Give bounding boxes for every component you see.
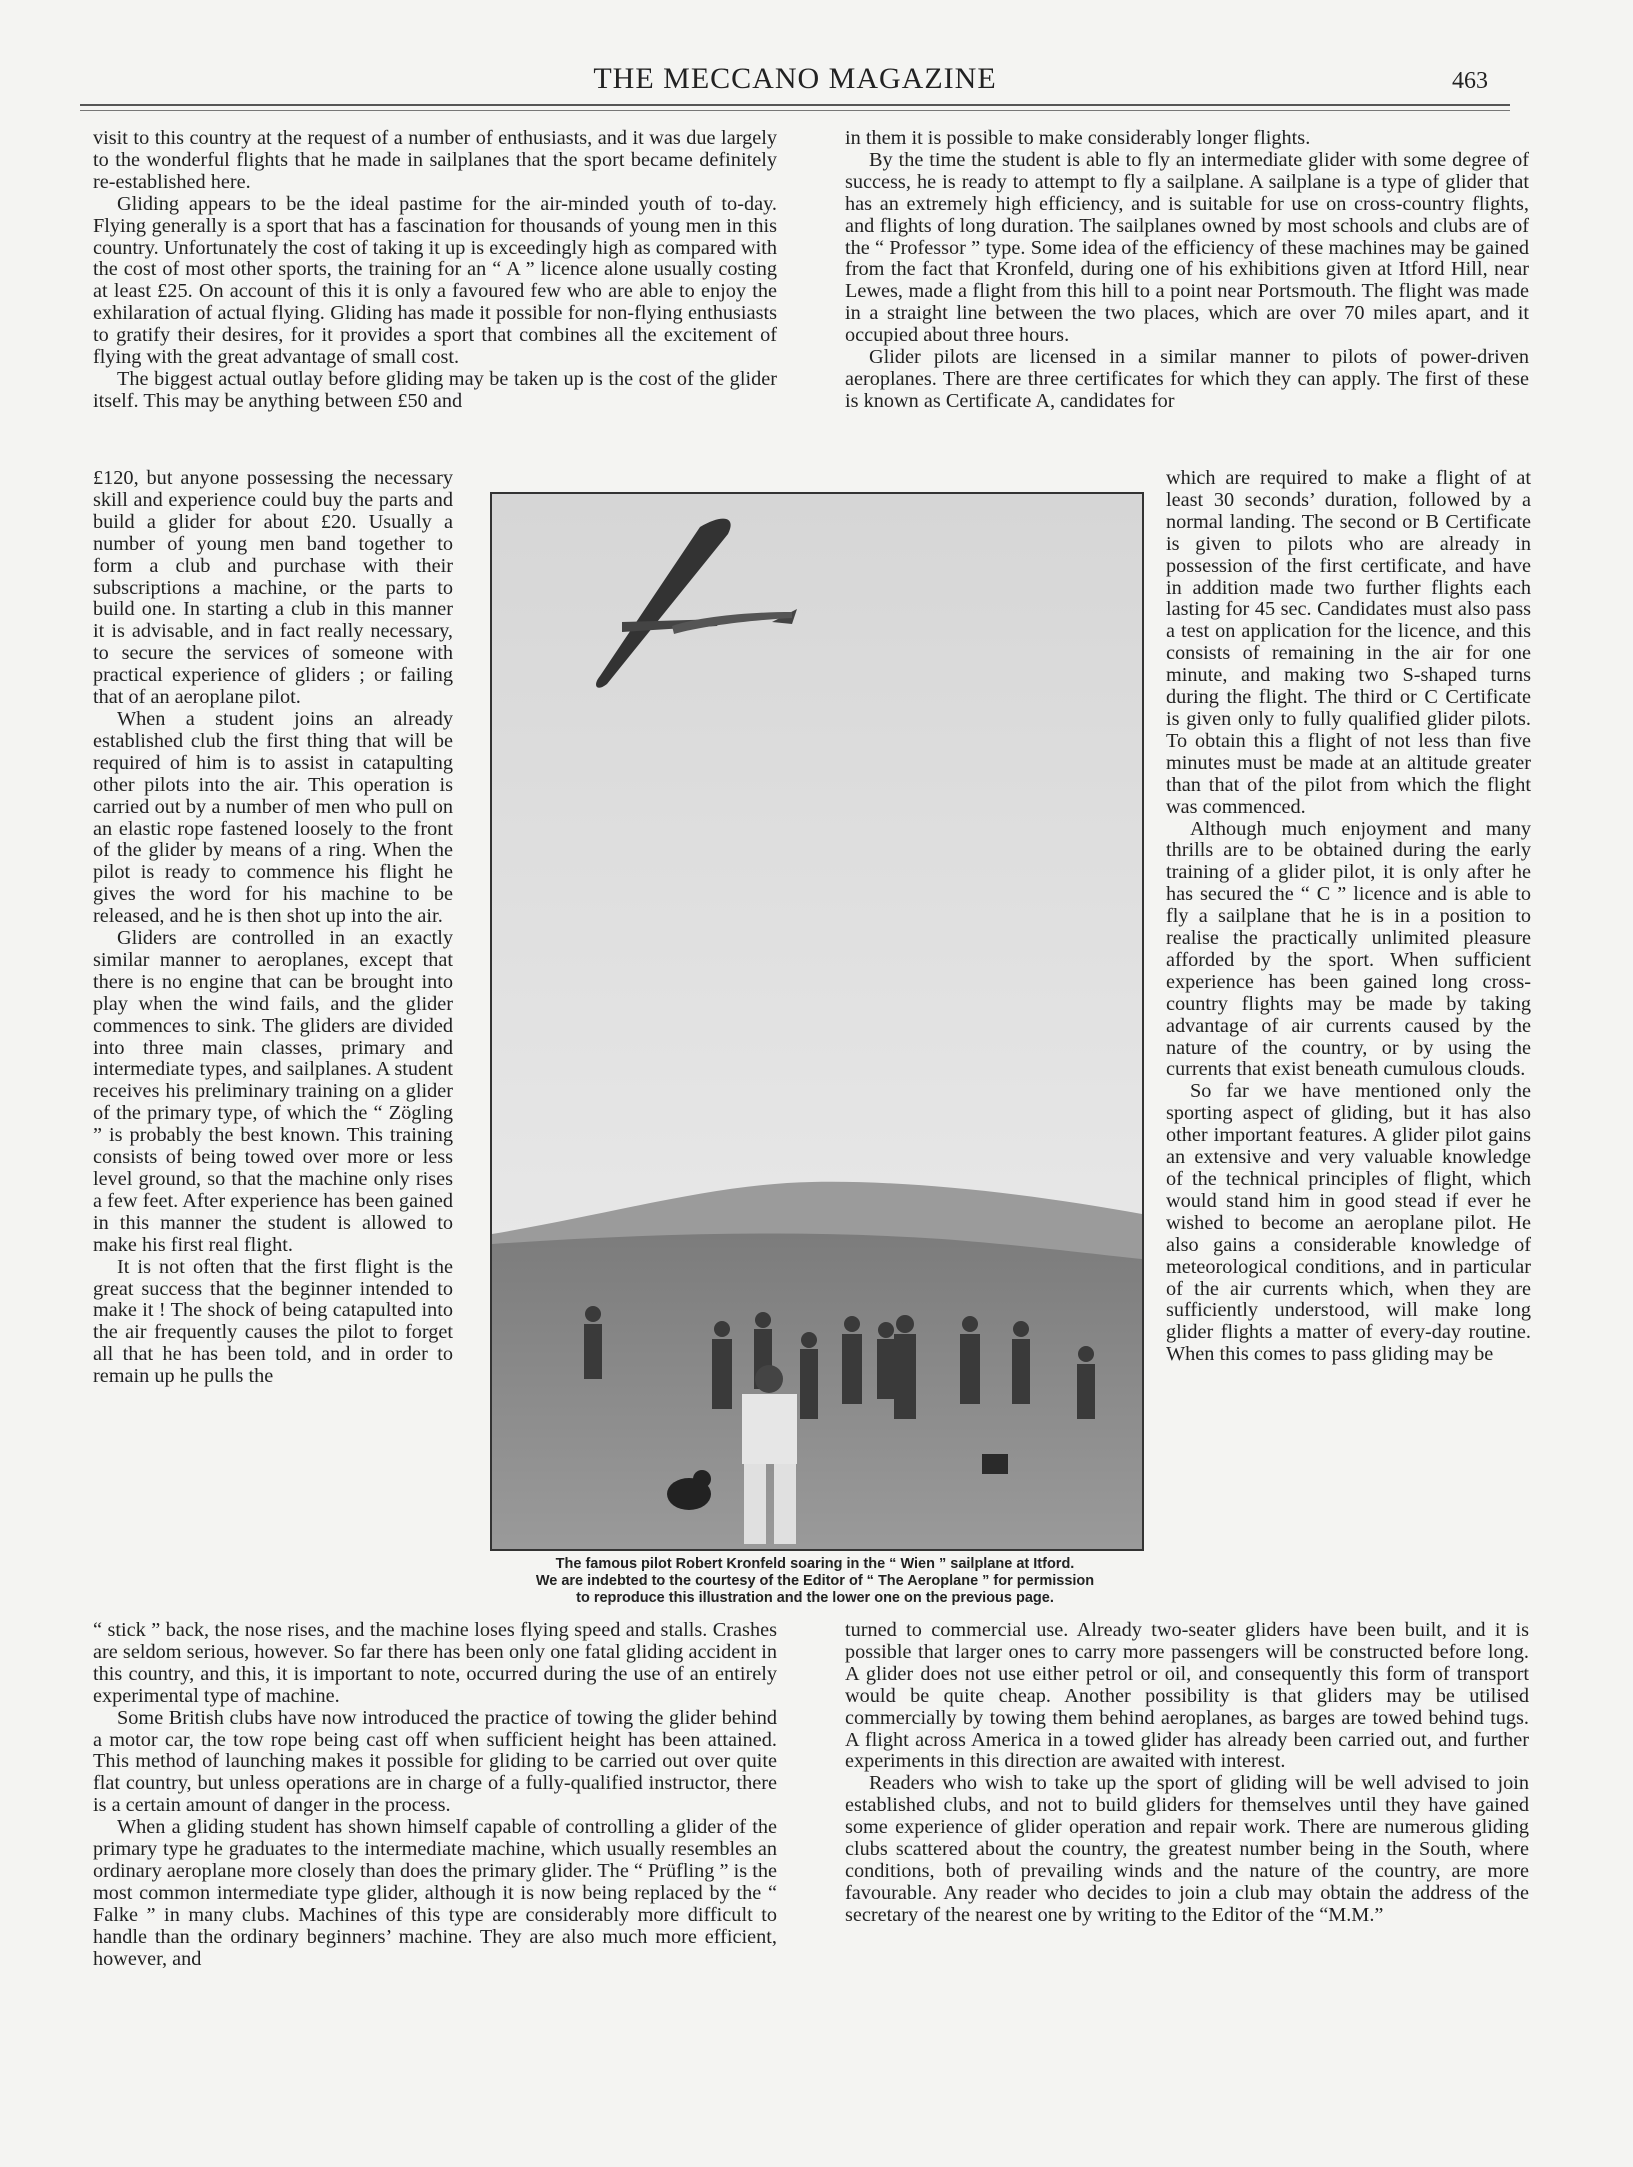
paragraph: Gliders are controlled in an exactly similar manner to aeroplanes, except that there is no engine that can be brought into play when the wind fails, and the glider commences to sink. The gliders are divided into three main classes, primary and intermediate types, and sailplanes. A student receives his preliminary training on a glider of the primary type, of which the “ Zögling ” is probably the best known. This training consists of being towed over more or less level ground, so that the machine only rises a few feet. After experience has been gained in this manner the student is allowed to make his first real flight. [93,927,453,1256]
right-column-narrow [1166,468,1531,1366]
paragraph: It is not often that the first flight is the great success that the beginner intended to make it ! The shock of being catapulted into the air frequently causes the pilot to forget all that he has been told, and in order to remain up he pulls the [93,1255,453,1388]
paragraph: The biggest actual outlay before gliding may be taken up is the cost of the glider itself. This may be anything between £50 and [93,367,777,412]
box [982,1454,1008,1474]
paragraph: turned to commercial use. Already two-seater gliders have been built, and it is possible that larger ones to carry more passengers will be constructed before long. A glider does not use either petrol or oil, and consequently this form of transport would be quite cheap. Another possibility is that gliders may be utilised commercially by towing them behind aeroplanes, as barges are towed behind tugs. A flight across America in a towed glider has already been carried out, and further experiments in this direction are awaited with interest. [845,1619,1529,1773]
paragraph: Glider pilots are licensed in a similar manner to pilots of power-driven aeroplanes. There are three certificates for which they can apply. The first of these is known as Certificate A, candidates for [845,346,1529,412]
paragraph: Gliding appears to be the ideal pastime for the air-minded youth of to-day. Flying generally is a sport that has a fascination for thousands of young men in this country. Unfortunately the cost of taking it up is exceedingly high as compared with the cost of most other sports, the training for an “ A ” licence alone usually costing at least £25. On account of this it is only a favoured few who are able to enjoy the exhilaration of actual flying. Gliding has made it possible for non-flying enthusiasts to gratify their desires, for it provides a sport that combines all the excitement of flying with the great advantage of small cost. [93,192,777,369]
paragraph: “ stick ” back, the nose rises, and the machine loses flying speed and stalls. Crashes are seldom serious, however. So far there has been only one fatal gliding accident in this country, and this, it is important to note, occurred during the use of an entirely experimental type of machine. [93,1619,777,1707]
header-rule-thin [80,110,1510,111]
paragraph: visit to this country at the request of a number of enthusiasts, and it was due largely to the wonderful flights that he made in sailplanes that the sport became definitely re-established here. [93,127,777,193]
paragraph: When a gliding student has shown himself capable of controlling a glider of the primary type he graduates to the intermediate machine, which usually resembles an ordinary aeroplane more closely than does the primary glider. The “ Prüfling ” is the most common intermediate type glider, although it is now being replaced by the “ Falke ” in many clubs. Machines of this type are considerably more difficult to handle than the ordinary beginners’ machine. They are also much more efficient, however, and [93,1816,777,1970]
caption-line: The famous pilot Robert Kronfeld soaring in the “ Wien ” sailplane at Itford. [555,1556,1075,1572]
paragraph: Although much enjoyment and many thrills are to be obtained during the early training of a glider pilot, it is only after he has secured the “ C ” licence and is able to fly a sailplane that he is in a position to realise the practically unlimited pleasure afforded by the sport. When sufficient experience has been gained long cross-country flights may be made by taking advantage of air currents caused by the nature of the country, or by using the currents that exist beneath cumulous clouds. [1166,817,1531,1081]
header-rule [80,104,1510,106]
paragraph: Readers who wish to take up the sport of gliding will be well advised to join established clubs, and not to build gliders for themselves until they have gained some experience of glider operation and repair work. There are numerous gliding clubs scattered about the country, the greatest number being in the South, where conditions, both of prevailing winds and the nature of the country, are more favourable. Any reader who decides to join a club may obtain the address of the secretary of the nearest one by writing to the Editor of the “M.M.” [845,1772,1529,1926]
paragraph: By the time the student is able to fly an intermediate glider with some degree of success, he is ready to attempt to fly a sailplane. A sailplane is a type of glider that has an extremely high efficiency, and is suitable for use on cross-country flights, and flights of long duration. The sailplanes owned by most schools and clubs are of the “ Professor ” type. Some idea of the efficiency of these machines may be gained from the fact that Kronfeld, during one of his exhibitions given at Itford Hill, near Lewes, made a flight from this hill to a point near Portsmouth. The flight was made in a straight line between the two places, which are over 70 miles apart, and it occupied about three hours. [845,148,1529,347]
left-column-narrow [93,468,453,1388]
left-column-top [93,128,777,413]
left-column-bottom [93,1620,777,1971]
right-column-bottom [845,1620,1529,1927]
caption-line: We are indebted to the courtesy of the Editor of “ The Aeroplane ” for permission [535,1573,1095,1589]
page-header [80,62,1510,102]
right-column-top [845,128,1529,413]
page-number: 463 [1452,68,1488,94]
paragraph: £120, but anyone possessing the necessary skill and experience could buy the parts and build a glider for about £20. Usually a number of young men band together to form a club and purchase with their subscriptions a machine, or the parts to build one. In starting a club in this manner it is advisable, and in fact really necessary, to secure the services of someone with practical experience of gliders ; or failing that of an aeroplane pilot. [93,467,453,709]
paragraph: in them it is possible to make considerably longer flights. [845,127,1311,149]
photo-scene [492,494,1142,1549]
glider-photograph [490,492,1144,1551]
paragraph: which are required to make a flight of at least 30 seconds’ duration, followed by a normal landing. The second or B Certificate is given to pilots who are already in possession of the first certificate, and have in addition made two further flights each lasting for 45 sec. Candidates must also pass a test on application for the licence, and this consists of remaining in the air for one minute, and making two S-shaped turns during the flight. The third or C Certificate is given only to fully qualified glider pilots. To obtain this a flight of not less than five minutes must be made at an altitude greater than that of the pilot from which the flight was commenced. [1166,467,1531,818]
photo-caption [472,1556,1158,1607]
caption-line: to reproduce this illustration and the lower one on the previous page. [576,1590,1054,1606]
paragraph: Some British clubs have now introduced the practice of towing the glider behind a motor car, the tow rope being cast off when sufficient height has been attained. This method of launching makes it possible for gliding to be carried out over quite flat country, but unless operations are in charge of a fully-qualified instructor, there is a certain amount of danger in the process. [93,1706,777,1817]
paragraph: So far we have mentioned only the sporting aspect of gliding, but it has also other important features. A glider pilot gains an extensive and very valuable knowledge of the technical principles of flight, which would stand him in good stead if ever he wished to become an aeroplane pilot. He also gains a considerable knowledge of meteorological conditions, and in particular of the air currents which, when they are sufficiently understood, will make long glider flights a matter of every-day routine. When this comes to pass gliding may be [1166,1080,1531,1366]
paragraph: When a student joins an already established club the first thing that will be required of him is to assist in catapulting other pilots into the air. This operation is carried out by a number of men who pull on an elastic rope fastened loosely to the front of the glider by means of a ring. When the pilot is ready to commence his flight he gives the word for his machine to be released, and he is then shot up into the air. [93,707,453,928]
magazine-title: THE MECCANO MAGAZINE [593,62,997,95]
